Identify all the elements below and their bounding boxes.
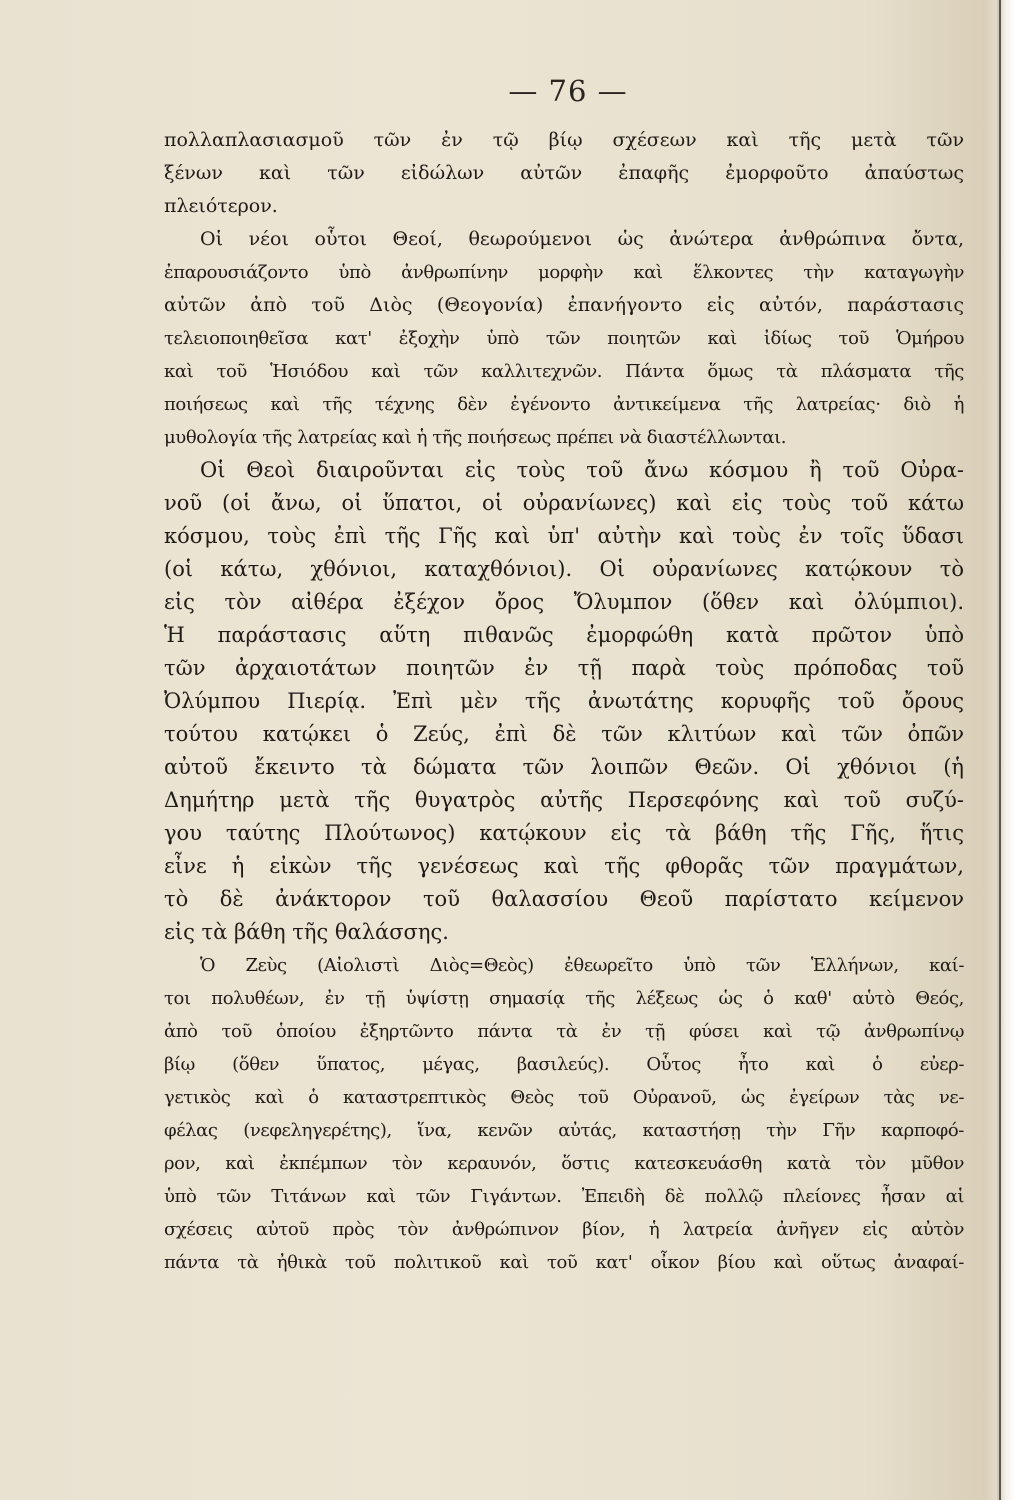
text-line: σχέσεις αὐτοῦ πρὸς τὸν ἀνθρώπινον βίον, ἡ λατρεία ἀνῆγεν εἰς αὐτὸν	[164, 1219, 964, 1240]
text-line: καὶ τοῦ Ἡσιόδου καὶ τῶν καλλιτεχνῶν. Πάντα ὅμως τὰ πλάσματα τῆς	[164, 361, 964, 382]
text-line: πάντα τὰ ἠθικὰ τοῦ πολιτικοῦ καὶ τοῦ κατ' οἶκον βίου καὶ οὕτως ἀναφαί-	[164, 1252, 964, 1273]
text-line: αὐτοῦ ἔκειντο τὰ δώματα τῶν λοιπῶν Θεῶν. Οἱ χθόνιοι (ἡ	[164, 755, 964, 779]
paragraph-start-line: Οἱ νέοι οὗτοι Θεοί, θεωρούμενοι ὡς ἀνώτερα ἀνθρώπινα ὄντα,	[200, 228, 964, 250]
text-line: μυθολογία τῆς λατρείας καὶ ἡ τῆς ποιήσεως πρέπει νὰ διαστέλλωνται.	[164, 427, 787, 448]
edge-rule	[999, 0, 1001, 1500]
text-line: Ὀλύμπου Πιερίᾳ. Ἐπὶ μὲν τῆς ἀνωτάτης κορυφῆς τοῦ ὄρους	[164, 689, 964, 713]
text-line: φέλας (νεφεληγερέτης), ἵνα, κενῶν αὐτάς, καταστήσῃ τὴν Γῆν καρποφό-	[164, 1120, 964, 1141]
text-line: νοῦ (οἱ ἄνω, οἱ ὕπατοι, οἱ οὐρανίωνες) καὶ εἰς τοὺς τοῦ κάτω	[164, 491, 964, 515]
text-line: κόσμου, τοὺς ἐπὶ τῆς Γῆς καὶ ὑπ' αὐτὴν καὶ τοὺς ἐν τοῖς ὕδασι	[164, 524, 964, 548]
text-line: Δημήτηρ μετὰ τῆς θυγατρὸς αὐτῆς Περσεφόνης καὶ τοῦ συζύ-	[164, 788, 964, 812]
text-line: ξένων καὶ τῶν εἰδώλων αὐτῶν ἐπαφῆς ἐμορφοῦτο ἀπαύστως	[164, 162, 964, 184]
text-line: γου ταύτης Πλούτωνος) κατῴκουν εἰς τὰ βάθη τῆς Γῆς, ἥτις	[164, 821, 964, 845]
body-text	[164, 124, 964, 1279]
text-line: εἰς τὸν αἰθέρα ἐξέχον ὄρος Ὄλυμπον (ὅθεν καὶ ὀλύμπιοι).	[164, 590, 964, 614]
text-line: γετικὸς καὶ ὁ καταστρεπτικὸς Θεὸς τοῦ Οὐρανοῦ, ὡς ἐγείρων τὰς νε-	[164, 1087, 964, 1108]
text-line: ὑπὸ τῶν Τιτάνων καὶ τῶν Γιγάντων. Ἐπειδὴ δὲ πολλῷ πλείονες ἦσαν αἱ	[164, 1186, 964, 1207]
text-line: εἰς τὰ βάθη τῆς θαλάσσης.	[164, 920, 449, 944]
text-line: ρον, καὶ ἐκπέμπων τὸν κεραυνόν, ὅστις κατεσκευάσθη κατὰ τὸν μῦθον	[164, 1153, 964, 1174]
text-line: ἀπὸ τοῦ ὁποίου ἐξηρτῶντο πάντα τὰ ἐν τῇ φύσει καὶ τῷ ἀνθρωπίνῳ	[164, 1021, 964, 1042]
text-line: Ἡ παράστασις αὕτη πιθανῶς ἐμορφώθη κατὰ πρῶτον ὑπὸ	[164, 623, 964, 647]
text-line: βίῳ (ὅθεν ὕπατος, μέγας, βασιλεύς). Οὗτος ἦτο καὶ ὁ εὐερ-	[164, 1054, 964, 1075]
text-line: ποιήσεως καὶ τῆς τέχνης δὲν ἐγένοντο ἀντικείμενα τῆς λατρείας· διὸ ἡ	[164, 394, 964, 415]
text-line: τὸ δὲ ἀνάκτορον τοῦ θαλασσίου Θεοῦ παρίστατο κείμενον	[164, 887, 964, 911]
paragraph-start-line: Ὁ Ζεὺς (Αἰολιστὶ Διὸς=Θεὸς) ἐθεωρεῖτο ὑπὸ τῶν Ἑλλήνων, καί-	[200, 955, 964, 976]
text-line: ἐπαρουσιάζοντο ὑπὸ ἀνθρωπίνην μορφὴν καὶ ἕλκοντες τὴν καταγωγὴν	[164, 262, 964, 283]
paragraph-start-line: Οἱ Θεοὶ διαιροῦνται εἰς τοὺς τοῦ ἄνω κόσμου ἢ τοῦ Οὐρα-	[200, 458, 964, 482]
text-line: αὐτῶν ἀπὸ τοῦ Διὸς (Θεογονία) ἐπανήγοντο εἰς αὐτόν, παράστασις	[164, 294, 964, 316]
text-line: εἶνε ἡ εἰκὼν τῆς γενέσεως καὶ τῆς φθορᾶς τῶν πραγμάτων,	[164, 854, 964, 878]
text-line: τοι πολυθέων, ἐν τῇ ὑψίστῃ σημασίᾳ τῆς λέξεως ὡς ὁ καθ' αὑτὸ Θεός,	[164, 988, 964, 1009]
text-line: πολλαπλασιασμοῦ τῶν ἐν τῷ βίῳ σχέσεων καὶ τῆς μετὰ τῶν	[164, 129, 964, 151]
text-line: τούτου κατῴκει ὁ Ζεύς, ἐπὶ δὲ τῶν κλιτύων καὶ τῶν ὀπῶν	[164, 722, 964, 746]
text-line: πλειότερον.	[164, 195, 278, 217]
text-line: τελειοποιηθεῖσα κατ' ἐξοχὴν ὑπὸ τῶν ποιητῶν καὶ ἰδίως τοῦ Ὁμήρου	[164, 328, 964, 349]
text-line: τῶν ἀρχαιοτάτων ποιητῶν ἐν τῇ παρὰ τοὺς πρόποδας τοῦ	[164, 656, 964, 680]
page-number: — 76 —	[508, 74, 628, 108]
text-line: (οἱ κάτω, χθόνιοι, καταχθόνιοι). Οἱ οὐρανίωνες κατῴκουν τὸ	[164, 557, 964, 581]
